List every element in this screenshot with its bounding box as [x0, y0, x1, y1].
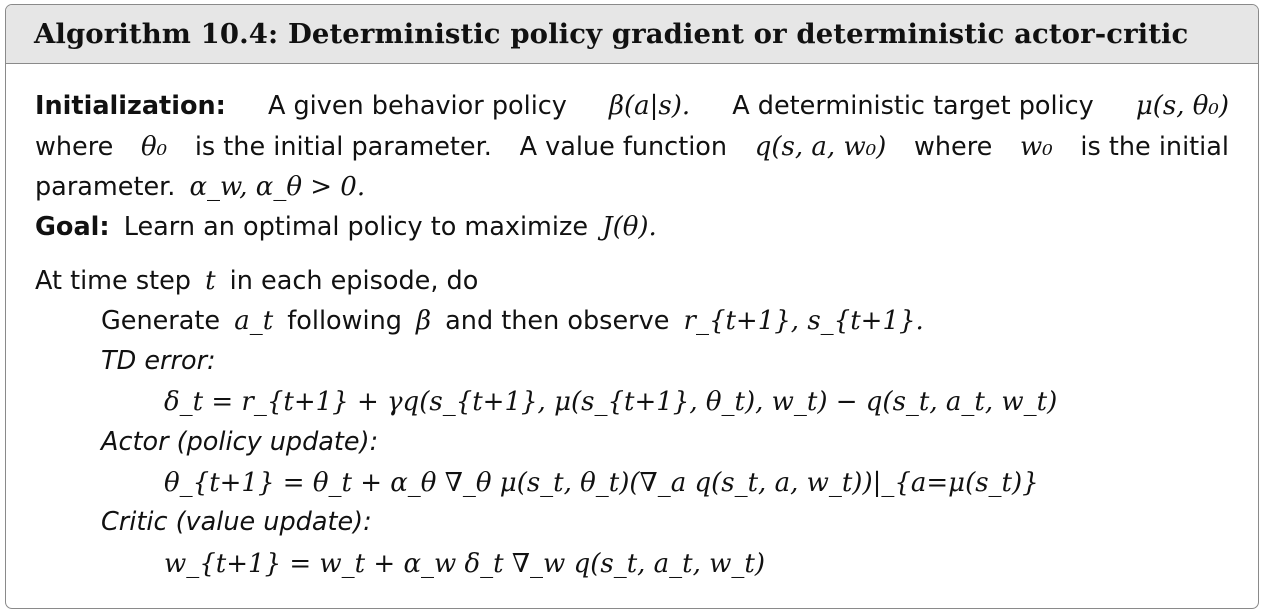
loop-header-text-2: in each episode, do [229, 266, 479, 296]
actor-update-equation: θ_{t+1} = θ_t + α_θ ∇_θ μ(s_t, θ_t)(∇_a q(s_t, a, w_t))|_{a=μ(s_t)} [164, 468, 1039, 498]
initial-param-text-2a: is the initial [1080, 132, 1229, 162]
goal-label: Goal: [35, 212, 110, 242]
initial-param-text-2b: parameter. [35, 172, 176, 202]
init-sentence-2: A deterministic target policy [732, 91, 1094, 121]
theta0-math: θ₀ [141, 132, 168, 162]
initialization-line-1 [35, 91, 1229, 121]
actor-update-label: Actor (policy update): [101, 427, 379, 457]
algorithm-box [5, 4, 1259, 609]
generate-text-3: and then observe [445, 306, 670, 336]
generate-text-2: following [287, 306, 402, 336]
initialization-line-3 [35, 172, 365, 202]
initialization-label: Initialization: [35, 91, 226, 121]
behavior-policy-math: β(a|s). [608, 91, 691, 121]
init-sentence-1: A given behavior policy [267, 91, 567, 121]
loop-header-line [35, 266, 478, 296]
generate-line [101, 306, 924, 336]
goal-line [35, 212, 657, 242]
learning-rates-math: α_w, α_θ > 0. [189, 172, 366, 202]
td-error-equation: δ_t = r_{t+1} + γq(s_{t+1}, μ(s_{t+1}, θ_t), w_t) − q(s_t, a_t, w_t) [164, 387, 1058, 417]
value-function-math: q(s, a, w₀) [754, 132, 887, 162]
a-t-math: a_t [234, 306, 274, 336]
initial-param-text-1: is the initial parameter. [194, 132, 492, 162]
where-text-1: where [35, 132, 114, 162]
goal-text: Learn an optimal policy to maximize [123, 212, 589, 242]
objective-math: J(θ). [602, 212, 657, 242]
target-policy-math: μ(s, θ₀) [1135, 91, 1229, 121]
w0-math: w₀ [1020, 132, 1053, 162]
init-sentence-3: A value function [519, 132, 728, 162]
observations-math: r_{t+1}, s_{t+1}. [683, 306, 924, 336]
where-text-2: where [913, 132, 993, 162]
initialization-line-2 [35, 132, 1229, 162]
loop-header-text-1: At time step [35, 266, 191, 296]
critic-update-equation: w_{t+1} = w_t + α_w δ_t ∇_w q(s_t, a_t, w_t) [164, 549, 765, 579]
algorithm-title: Algorithm 10.4: Deterministic policy gradient or deterministic actor-critic [6, 5, 1258, 64]
td-error-label: TD error: [101, 346, 216, 376]
critic-update-label: Critic (value update): [101, 507, 372, 537]
t-math: t [205, 266, 216, 296]
generate-text-1: Generate [101, 306, 221, 336]
beta-math: β [416, 306, 432, 336]
